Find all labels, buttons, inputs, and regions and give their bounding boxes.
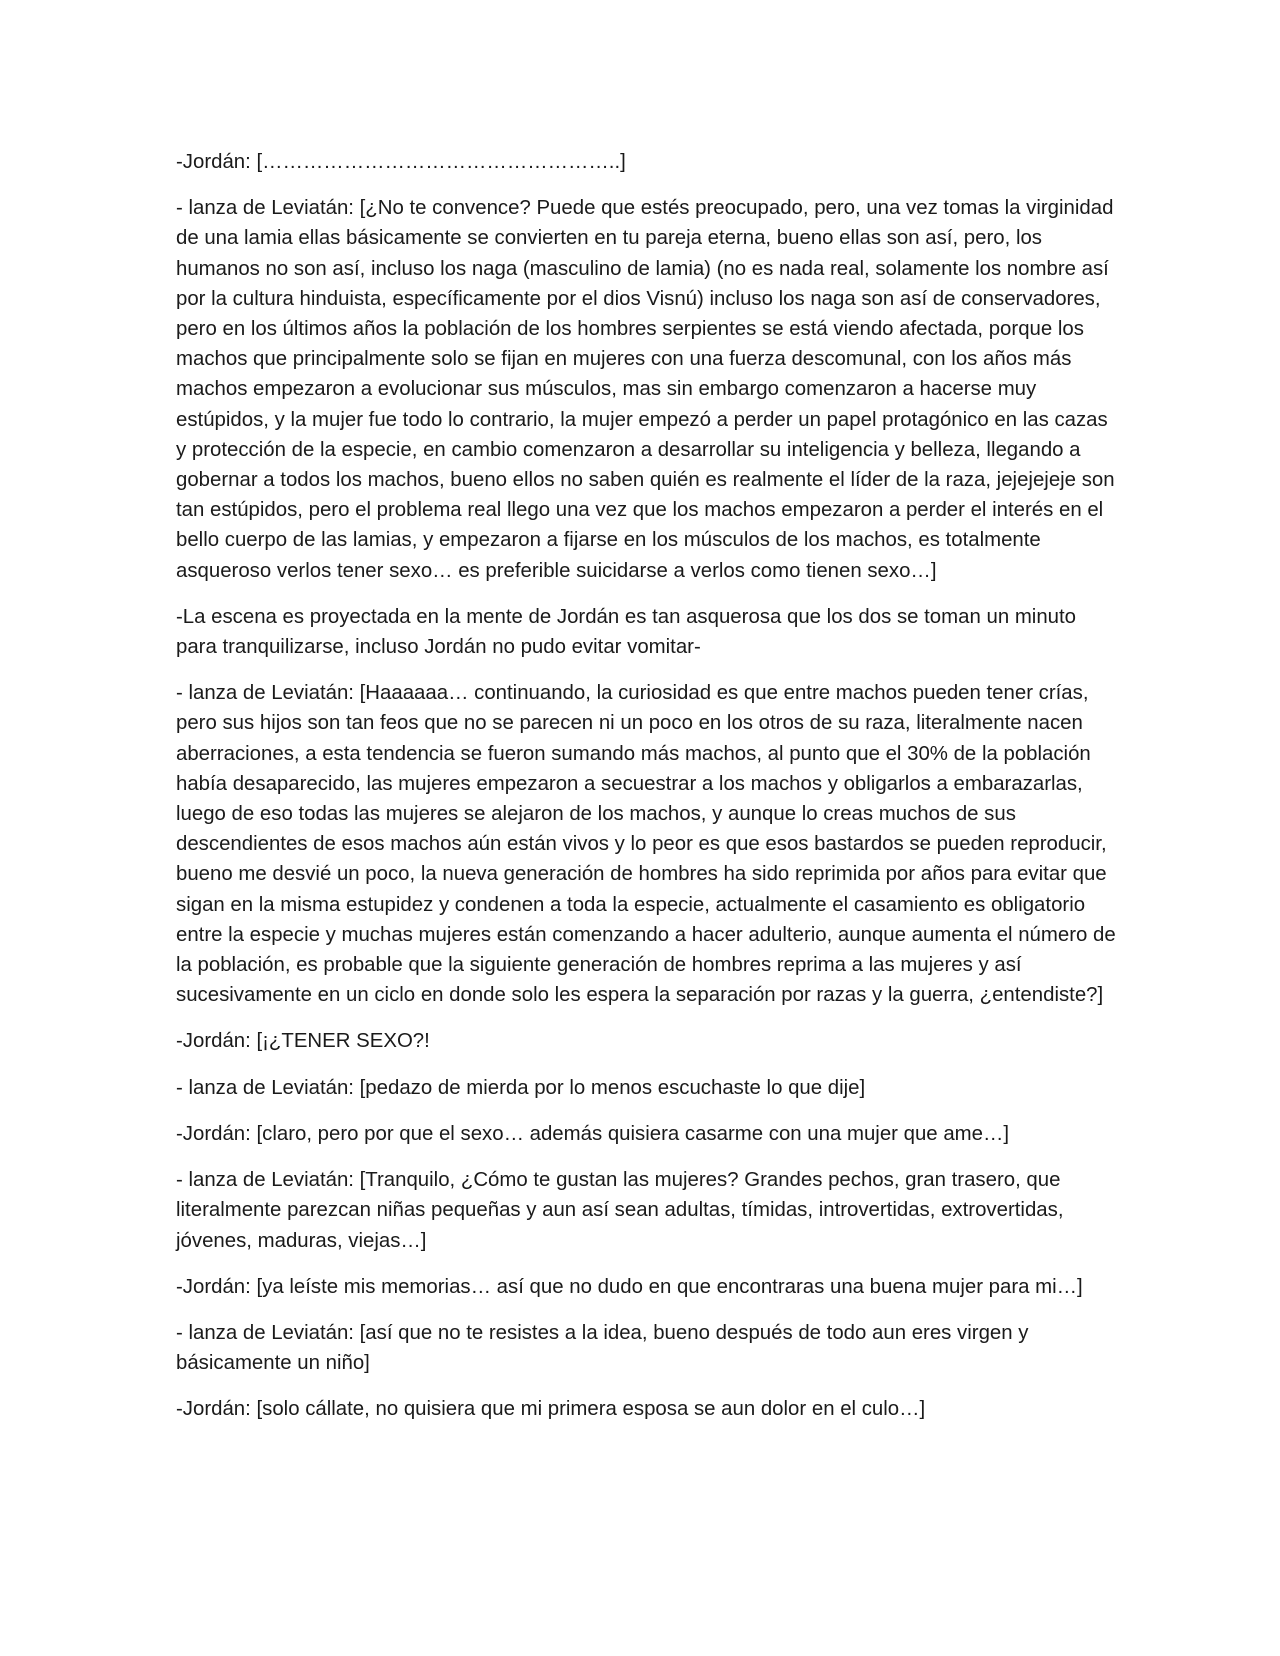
- paragraph-3: -La escena es proyectada en la mente de Jordán es tan asquerosa que los dos se toman un minuto para tranquilizarse, incluso Jordán no pudo evitar vomitar-: [176, 605, 1077, 659]
- paragraph-7: -Jordán: [claro, pero por que el sexo… además quisiera casarme con una mujer que ame…]: [176, 1122, 1010, 1145]
- paragraph-5: -Jordán: [¡¿TENER SEXO?!: [176, 1030, 430, 1053]
- paragraph-4: - lanza de Leviatán: [Haaaaaa… continuando, la curiosidad es que entre machos pueden tener crías, pero sus hijos son tan feos que no se parecen ni un poco en los otros de su raza, literalmente nacen aberraciones, a esta tendencia se fueron sumando más machos, al punto que el 30% de la población había desaparecido, las mujeres empezaron a secuestrar a los machos y obligarlos a embarazarlas, luego de eso todas las mujeres se alejaron de los machos, y aunque lo creas muchos de sus descendientes de esos machos aún están vivos y lo peor es que esos bastardos se pueden reproducir, bueno me desvié un poco, la nueva generación de hombres ha sido reprimida por años para evitar que sigan en la misma estupidez y condenen a toda la especie, actualmente el casamiento es obligatorio entre la especie y muchas mujeres están comenzando a hacer adulterio, aunque aumenta el número de la población, es probable que la siguiente generación de hombres reprima a las mujeres y así sucesivamente en un ciclo en donde solo les espera la separación por razas y la guerra, ¿entendiste?]: [176, 682, 1116, 1007]
- paragraph-1: -Jordán: [……………………………………………..]: [176, 151, 626, 173]
- paragraph-2: - lanza de Leviatán: [¿No te convence? Puede que estés preocupado, pero, una vez tomas la virginidad de una lamia ellas básicamente se convierten en tu pareja eterna, bueno ellas son así, pero, los humanos no son así, incluso los naga (masculino de lamia) (no es nada real, solamente los nombre así por la cultura hinduista, específicamente por el dios Visnú) incluso los naga son así de conservadores, pero en los últimos años la población de los hombres serpientes se está viendo afectada, porque los machos que principalmente solo se fijan en mujeres con una fuerza descomunal, con los años más machos empezaron a evolucionar sus músculos, mas sin embargo comenzaron a hacerse muy estúpidos, y la mujer fue todo lo contrario, la mujer empezó a perder un papel protagónico en las cazas y protección de la especie, en cambio comenzaron a desarrollar su inteligencia y belleza, llegando a gobernar a todos los machos, bueno ellos no saben quién es realmente el líder de la raza, jejejejeje son tan estúpidos, pero el problema real llego una vez que los machos empezaron a perder el interés en el bello cuerpo de las lamias, y empezaron a fijarse en los músculos de los machos, es totalmente asqueroso verlos tener sexo… es preferible suicidarse a verlos como tienen sexo…]: [176, 197, 1115, 582]
- paragraph-6: - lanza de Leviatán: [pedazo de mierda por lo menos escuchaste lo que dije]: [176, 1076, 866, 1099]
- paragraph-8: - lanza de Leviatán: [Tranquilo, ¿Cómo te gustan las mujeres? Grandes pechos, gran trasero, que literalmente parezcan niñas pequeñas y aun así sean adultas, tímidas, introvertidas, extrovertidas, jóvenes, maduras, viejas…]: [176, 1169, 1064, 1252]
- document-body: [176, 147, 1116, 1441]
- paragraph-9: -Jordán: [ya leíste mis memorias… así que no dudo en que encontraras una buena mujer para mi…]: [176, 1275, 1083, 1298]
- paragraph-10: - lanza de Leviatán: [así que no te resistes a la idea, bueno después de todo aun eres virgen y básicamente un niño]: [176, 1321, 1029, 1375]
- paragraph-11: -Jordán: [solo cállate, no quisiera que mi primera esposa se aun dolor en el culo…]: [176, 1398, 926, 1421]
